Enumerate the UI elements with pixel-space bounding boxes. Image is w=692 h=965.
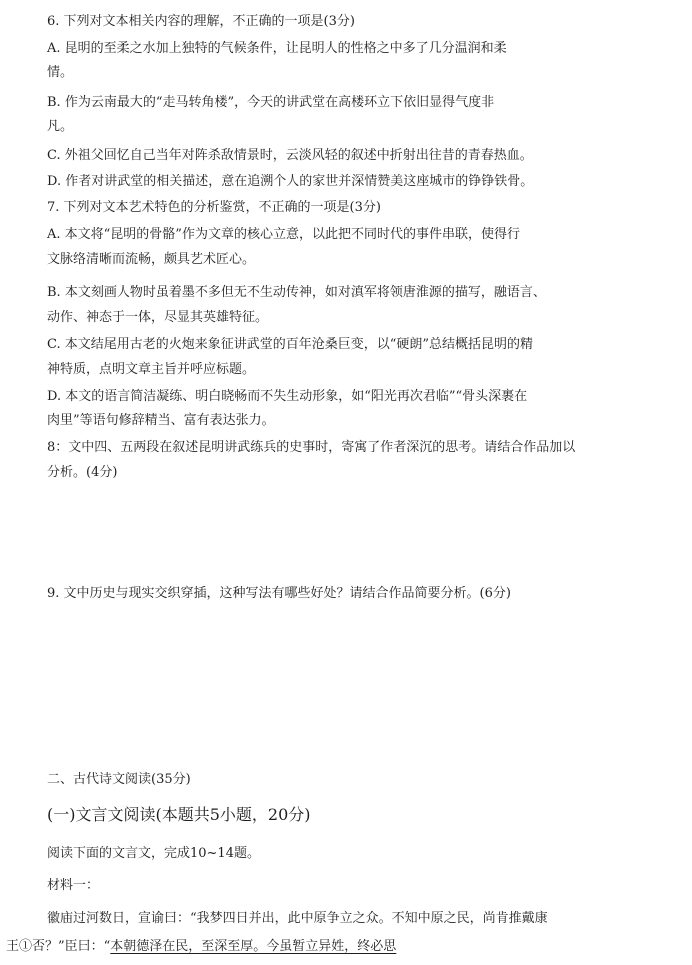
q9-stem: 9. 文中历史与现实交织穿插，这种写法有哪些好处？请结合作品简要分析。(6分): [47, 586, 511, 601]
reading-instruction: 阅读下面的文言文，完成10~14题。: [47, 846, 260, 861]
subsection-title: (一)文言文阅读(本题共5小题，20分): [47, 805, 311, 824]
passage-line2-lead: 王①否？”臣曰：“: [6, 939, 111, 954]
q7-option-b-line2: 动作、神态于一体，尽显其英雄特征。: [47, 310, 269, 325]
q6-stem: 6. 下列对文本相关内容的理解，不正确的一项是(3分): [47, 14, 355, 29]
passage-line2: [6, 938, 396, 956]
q8-line2: 分析。(4分): [47, 465, 118, 480]
q7-option-b-line1: B. 本文刻画人物时虽着墨不多但无不生动传神，如对滇军将领唐淮源的描写，融语言、: [47, 285, 546, 300]
q7-option-a-line1: A. 本文将“昆明的骨骼”作为文章的核心立意，以此把不同时代的事件串联，使得行: [47, 227, 520, 242]
q7-option-d-line1: D. 本文的语言简洁凝练、明白晓畅而不失生动形象，如“阳光再次君临”“骨头深裹在: [47, 389, 528, 404]
q7-option-c-line1: C. 本文结尾用古老的火炮来象征讲武堂的百年沧桑巨变，以“硬朗”总结概括昆明的精: [47, 337, 534, 352]
q8-line1: 8：文中四、五两段在叙述昆明讲武练兵的史事时，寄寓了作者深沉的思考。请结合作品加以: [47, 440, 576, 455]
q6-option-c: C. 外祖父回忆自己当年对阵杀敌情景时，云淡风轻的叙述中折射出往昔的青春热血。: [47, 148, 533, 163]
q6-option-a-line1: A. 昆明的至柔之水加上独特的气候条件，让昆明人的性格之中多了几分温润和柔: [47, 41, 507, 56]
material-label: 材料一：: [47, 878, 100, 893]
q6-option-d: D. 作者对讲武堂的相关描述，意在追溯个人的家世并深情赞美这座城市的铮铮铁骨。: [47, 174, 534, 189]
q7-option-a-line2: 文脉络清晰而流畅，颇具艺术匠心。: [47, 252, 256, 267]
q6-option-b-line2: 凡。: [47, 119, 74, 134]
q6-option-b-line1: B. 作为云南最大的“走马转角楼”，今天的讲武堂在高楼环立下依旧显得气度非: [47, 95, 495, 110]
q7-option-d-line2: 肉里”等语句修辞精当、富有表达张力。: [47, 413, 275, 428]
q6-option-a-line2: 情。: [47, 65, 74, 80]
passage-line1: 徽庙过河数日，宣谕曰：“我梦四日并出，此中原争立之众。不知中原之民，尚肯推戴康: [47, 911, 548, 926]
section-title: 二、古代诗文阅读(35分): [47, 772, 191, 787]
passage-underlined-text: 本朝德泽在民，至深至厚。今虽暂立异姓，终必思: [110, 939, 397, 954]
q7-option-c-line2: 神特质，点明文章主旨并呼应标题。: [47, 362, 256, 377]
q7-stem: 7. 下列对文本艺术特色的分析鉴赏，不正确的一项是(3分): [47, 200, 381, 215]
